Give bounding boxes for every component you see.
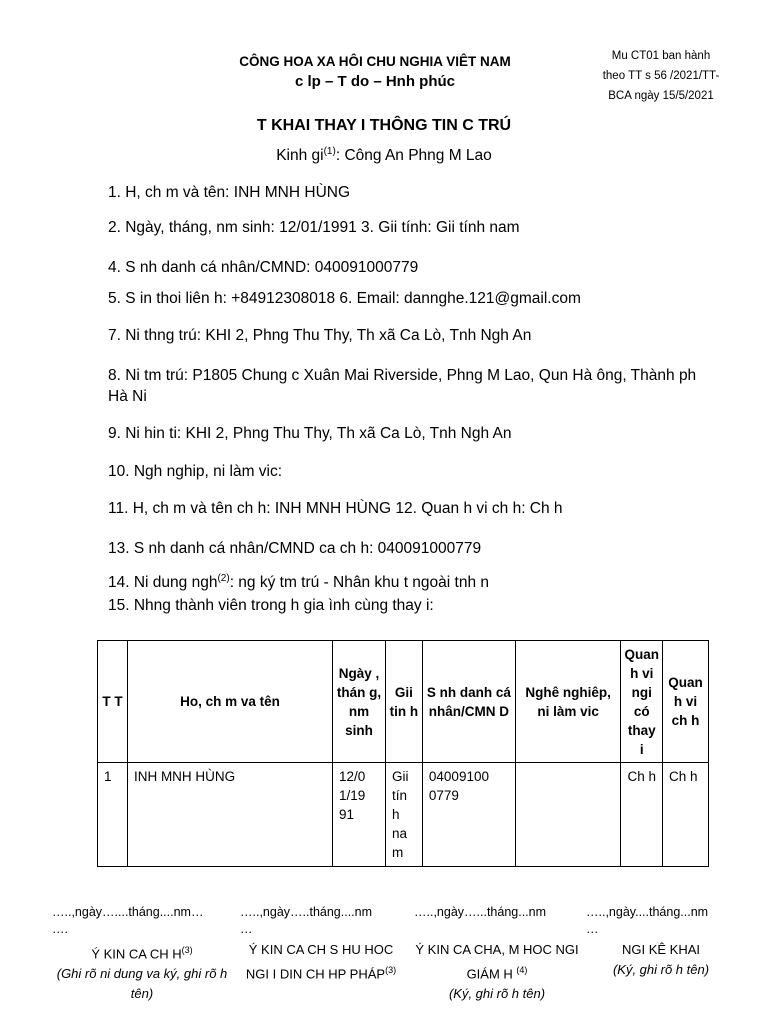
signature-date	[586, 904, 746, 938]
form-code-line: theo TT s 56 /2021/TT-	[602, 70, 720, 82]
table-cell: 12/0 1/19 91	[333, 763, 386, 867]
signature-block-household-head	[52, 940, 232, 1004]
table-cell	[515, 763, 621, 867]
table-cell: Gii tín h na m	[385, 763, 422, 867]
date-line-cont: …	[240, 922, 253, 936]
header-cell: S nh danh cá nhân/CMN D	[422, 641, 515, 763]
signature-block-declarant	[586, 940, 736, 980]
footnote-marker: (1)	[323, 146, 336, 157]
signature-note: (Ký, ghi rõ h tên)	[612, 962, 710, 977]
signature-date	[52, 904, 232, 938]
addressee-text: : Công An Phng M Lao	[335, 147, 492, 165]
form-title: T KHAI THAY I THÔNG TIN C TRÚ	[256, 117, 512, 134]
table-cell: Ch h	[662, 763, 708, 867]
header-cell: Quan h vi ch h	[662, 641, 708, 763]
field-birth-gender: 2. Ngày, tháng, nm sinh: 12/01/1991 3. Gii tính: Gii tính nam	[108, 219, 520, 236]
field-request-content	[108, 568, 708, 593]
field-current-residence: 9. Ni hin ti: KHI 2, Phng Thu Thy, Th xã Ca Lò, Tnh Ngh An	[108, 425, 512, 442]
request-text: : ng ký tm trú - Nhân khu t ngoài tnh n	[229, 574, 490, 592]
signature-note: (Ký, ghi rõ h tên)	[448, 986, 546, 1002]
field-full-name: 1. H, ch m và tên: INH MNH HÙNG	[108, 184, 351, 201]
header-cell: Ho, ch m va tên	[127, 641, 332, 763]
addressee	[0, 146, 768, 165]
date-line: …..,ngày…....tháng....nm…	[52, 905, 204, 919]
form-code-line: BCA ngày 15/5/2021	[608, 90, 714, 102]
field-household-head: 11. H, ch m và tên ch h: INH MNH HÙNG 12. Quan h vi ch h: Ch h	[108, 500, 563, 517]
signature-title-text: NGI KÊ KHAI	[621, 942, 701, 957]
members-table	[97, 640, 709, 867]
field-occupation: 10. Ngh nghip, ni làm vic:	[108, 463, 283, 480]
country-line: CÔNG HOA XA HÔI CHU NGHIA VIÊT NAM	[239, 54, 511, 69]
footnote-marker: (3)	[385, 965, 397, 975]
national-header	[190, 52, 560, 92]
signature-title	[236, 940, 406, 984]
field-phone-email: 5. S in thoi liên h: +84912308018 6. Email: dannghe.121@gmail.com	[108, 290, 581, 307]
signature-title-text: Ý KIN CA CHA, M HOC NGI GIÁM H	[415, 942, 579, 982]
table-cell: INH MNH HÙNG	[127, 763, 332, 867]
table-header-row	[98, 641, 709, 763]
signature-date	[240, 904, 400, 938]
signature-block-guardian	[414, 940, 580, 1004]
signature-title	[52, 940, 232, 964]
date-line-cont: ….	[52, 922, 68, 936]
footnote-marker: (2)	[217, 573, 230, 584]
motto-line: c lp – T do – Hnh phúc	[294, 73, 455, 90]
field-permanent-residence: 7. Ni thng trú: KHI 2, Phng Thu Thy, Th xã Ca Lò, Tnh Ngh An	[108, 327, 532, 344]
request-prefix: 14. Ni dung ngh	[108, 574, 218, 592]
footnote-marker: (4)	[516, 965, 528, 975]
field-household-head-id: 13. S nh danh cá nhân/CMND ca ch h: 040091000779	[108, 540, 482, 557]
table-cell: 1	[98, 763, 128, 867]
signature-date	[414, 904, 574, 921]
field-members-heading: 15. Nhng thành viên trong h gia ình cùng thay i:	[108, 597, 434, 614]
table-cell: Ch h	[621, 763, 663, 867]
addressee-prefix: Kinh gi	[276, 147, 324, 165]
signature-title	[586, 940, 736, 960]
date-line: …..,ngày....tháng...nm	[586, 905, 709, 919]
date-line-cont: …	[586, 922, 599, 936]
table-row	[98, 763, 709, 867]
field-id-number: 4. S nh danh cá nhân/CMND: 040091000779	[108, 259, 419, 276]
header-cell: Ngày , thán g, nm sinh	[333, 641, 386, 763]
signature-title-text: Ý KIN CA CH H	[91, 946, 182, 962]
header-cell: Gii tin h	[385, 641, 422, 763]
footnote-marker: (3)	[181, 945, 193, 955]
field-temporary-residence: 8. Ni tm trú: P1805 Chung c Xuân Mai Riverside, Phng M Lao, Qun Hà ông, Thành ph Hà Ni	[108, 367, 697, 405]
signature-block-property-owner	[236, 940, 406, 984]
signature-title-text: Ý KIN CA CH S HU HOC NGI I DIN CH HP PHÁP	[245, 942, 394, 982]
date-line: …..,ngày…..tháng....nm	[240, 905, 373, 919]
signature-note: (Ghi rõ ni dung va ký, ghi rõ h tên)	[56, 966, 228, 1002]
form-code	[588, 46, 734, 106]
signature-title	[414, 940, 580, 984]
form-code-line: Mu CT01 ban hành	[611, 50, 711, 62]
header-cell: Nghê nghiêp, ni làm vic	[515, 641, 621, 763]
table-cell: 04009100 0779	[422, 763, 515, 867]
header-cell: T T	[98, 641, 128, 763]
header-cell: Quan h vi ngi có thay i	[621, 641, 663, 763]
date-line: …..,ngày…...tháng...nm	[414, 905, 547, 919]
